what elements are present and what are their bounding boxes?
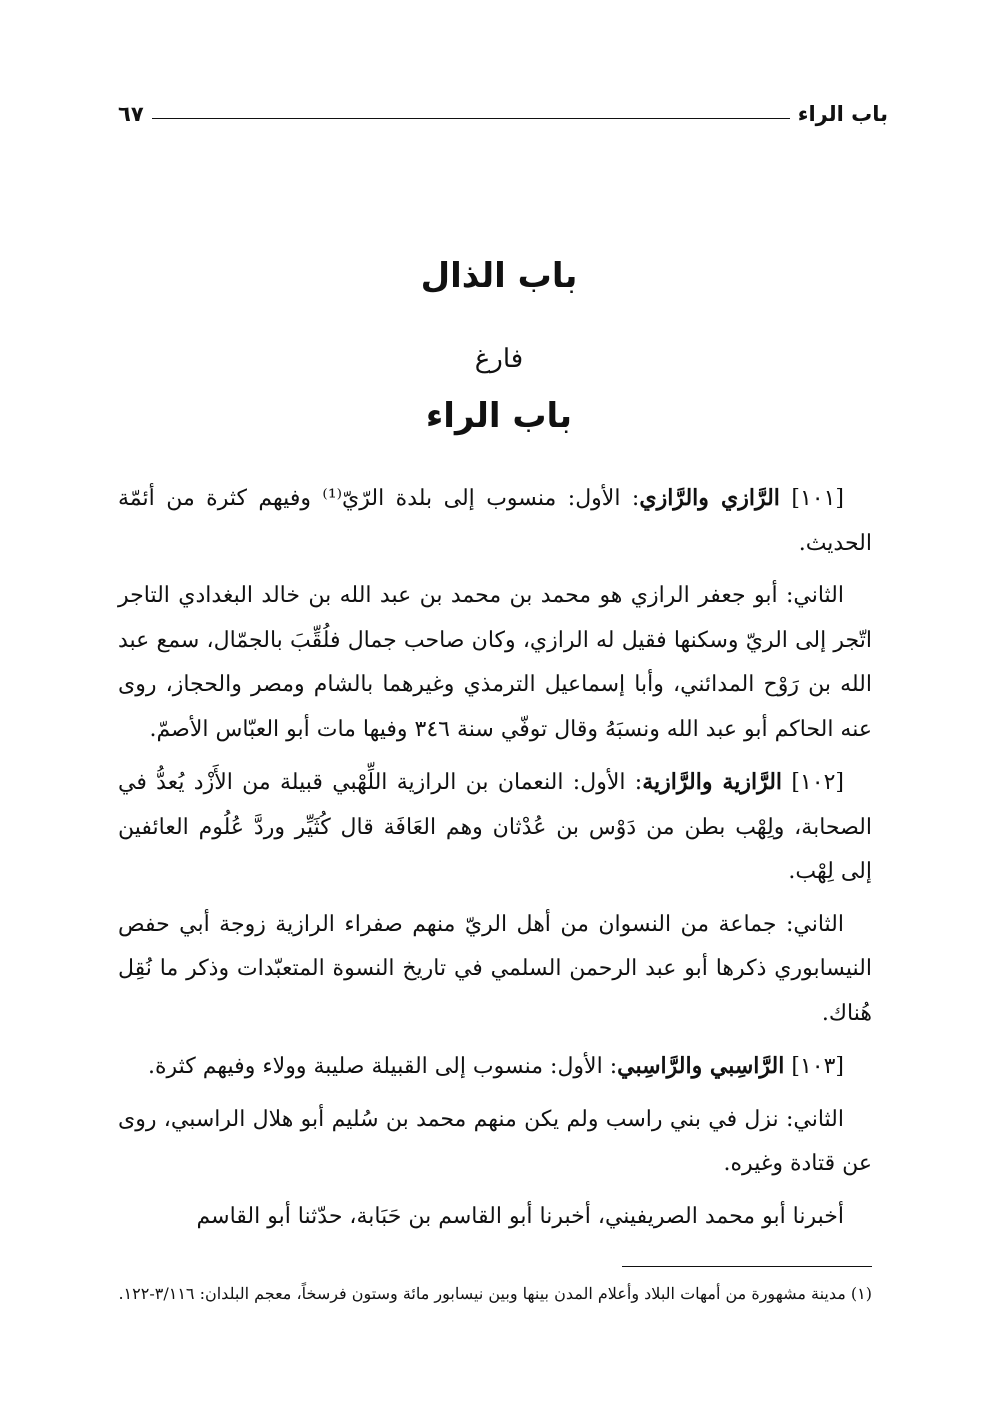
entry-102-first — [118, 760, 872, 895]
entry-101-second: الثاني: أبو جعفر الرازي هو محمد بن محمد بن عبد الله بن خالد البغدادي التاجر اتّجر إلى الريّ وسكنها فقيل له الرازي، وكان صاحب جمال فلُقِّبَ بالجمّال، سمع عبد الله بن رَوْح المدائني، وأبا إسماعيل الترمذي وغيرهما بالشام ومصر والحجاز، روى عنه الحاكم أبو عبد الله ونسبَهُ وقال توفّي سنة ٣٤٦ وفيها مات أبو العبّاس الأصمّ. — [118, 583, 872, 742]
entry-102-second: الثاني: جماعة من النسوان من أهل الريّ منهم صفراء الرازية زوجة أبي حفص النيسابوري ذكرها أبو عبد الرحمن السلمي في تاريخ النسوة المتعبّدات وذكر ما نُقِل هُناك. — [118, 911, 872, 1026]
entry-number: [١٠١] — [791, 486, 844, 511]
entry-number: [١٠٢] — [791, 770, 845, 795]
body-text — [118, 476, 872, 1247]
entry-101-first — [118, 476, 872, 566]
heading-bab-al-dhal: باب الذال — [420, 256, 578, 296]
running-title: باب الراء — [797, 102, 888, 126]
entry-103-first — [118, 1044, 872, 1090]
entry-103-second: الثاني: نزل في بني راسب ولم يكن منهم محمد بن سُليم أبو هلال الراسبي، روى عن قتادة وغيره. — [118, 1106, 872, 1176]
page-number: ٦٧ — [118, 102, 144, 126]
entry-text: : الأول: منسوب إلى القبيلة صليبة وولاء وفيهم كثرة. — [148, 1054, 618, 1079]
header-rule — [152, 118, 790, 119]
entry-text: : الأول: منسوب إلى بلدة الرّيّ⁽¹⁾ وفيهم كثرة من أئمّة الحديث. — [118, 486, 872, 556]
entry-text: : الأول: النعمان بن الرازية اللِّهْبي قبيلة من الأَزْد يُعدُّ في الصحابة، ولِهْب بطن من دَوْس بن عُدْثان وهم العَافَة قال كُثَيِّر وردَّ عُلُوم العائفين إلى لِهْب. — [118, 770, 872, 884]
running-header — [118, 96, 888, 132]
entry-term: الرَّازية والرَّازية — [642, 769, 783, 795]
entry-number: [١٠٣] — [791, 1054, 844, 1079]
entry-103-third: أخبرنا أبو محمد الصريفيني، أخبرنا أبو القاسم بن حَبَابة، حدّثنا أبو القاسم — [196, 1203, 844, 1229]
entry-term: الرَّازي والرَّازي — [639, 485, 780, 511]
entry-term: الرَّاسِبي والرَّاسِبي — [617, 1053, 785, 1079]
footnote: (١) مدينة مشهورة من أمهات البلاد وأعلام المدن بينها وبين نيسابور مائة وستون فرسخاً، معجم البلدان: ٣/١١٦-١٢٢. — [118, 1284, 872, 1303]
heading-bab-al-ra: باب الراء — [425, 396, 573, 436]
footnote-rule — [622, 1266, 872, 1267]
heading-empty-note: فارغ — [474, 344, 524, 374]
